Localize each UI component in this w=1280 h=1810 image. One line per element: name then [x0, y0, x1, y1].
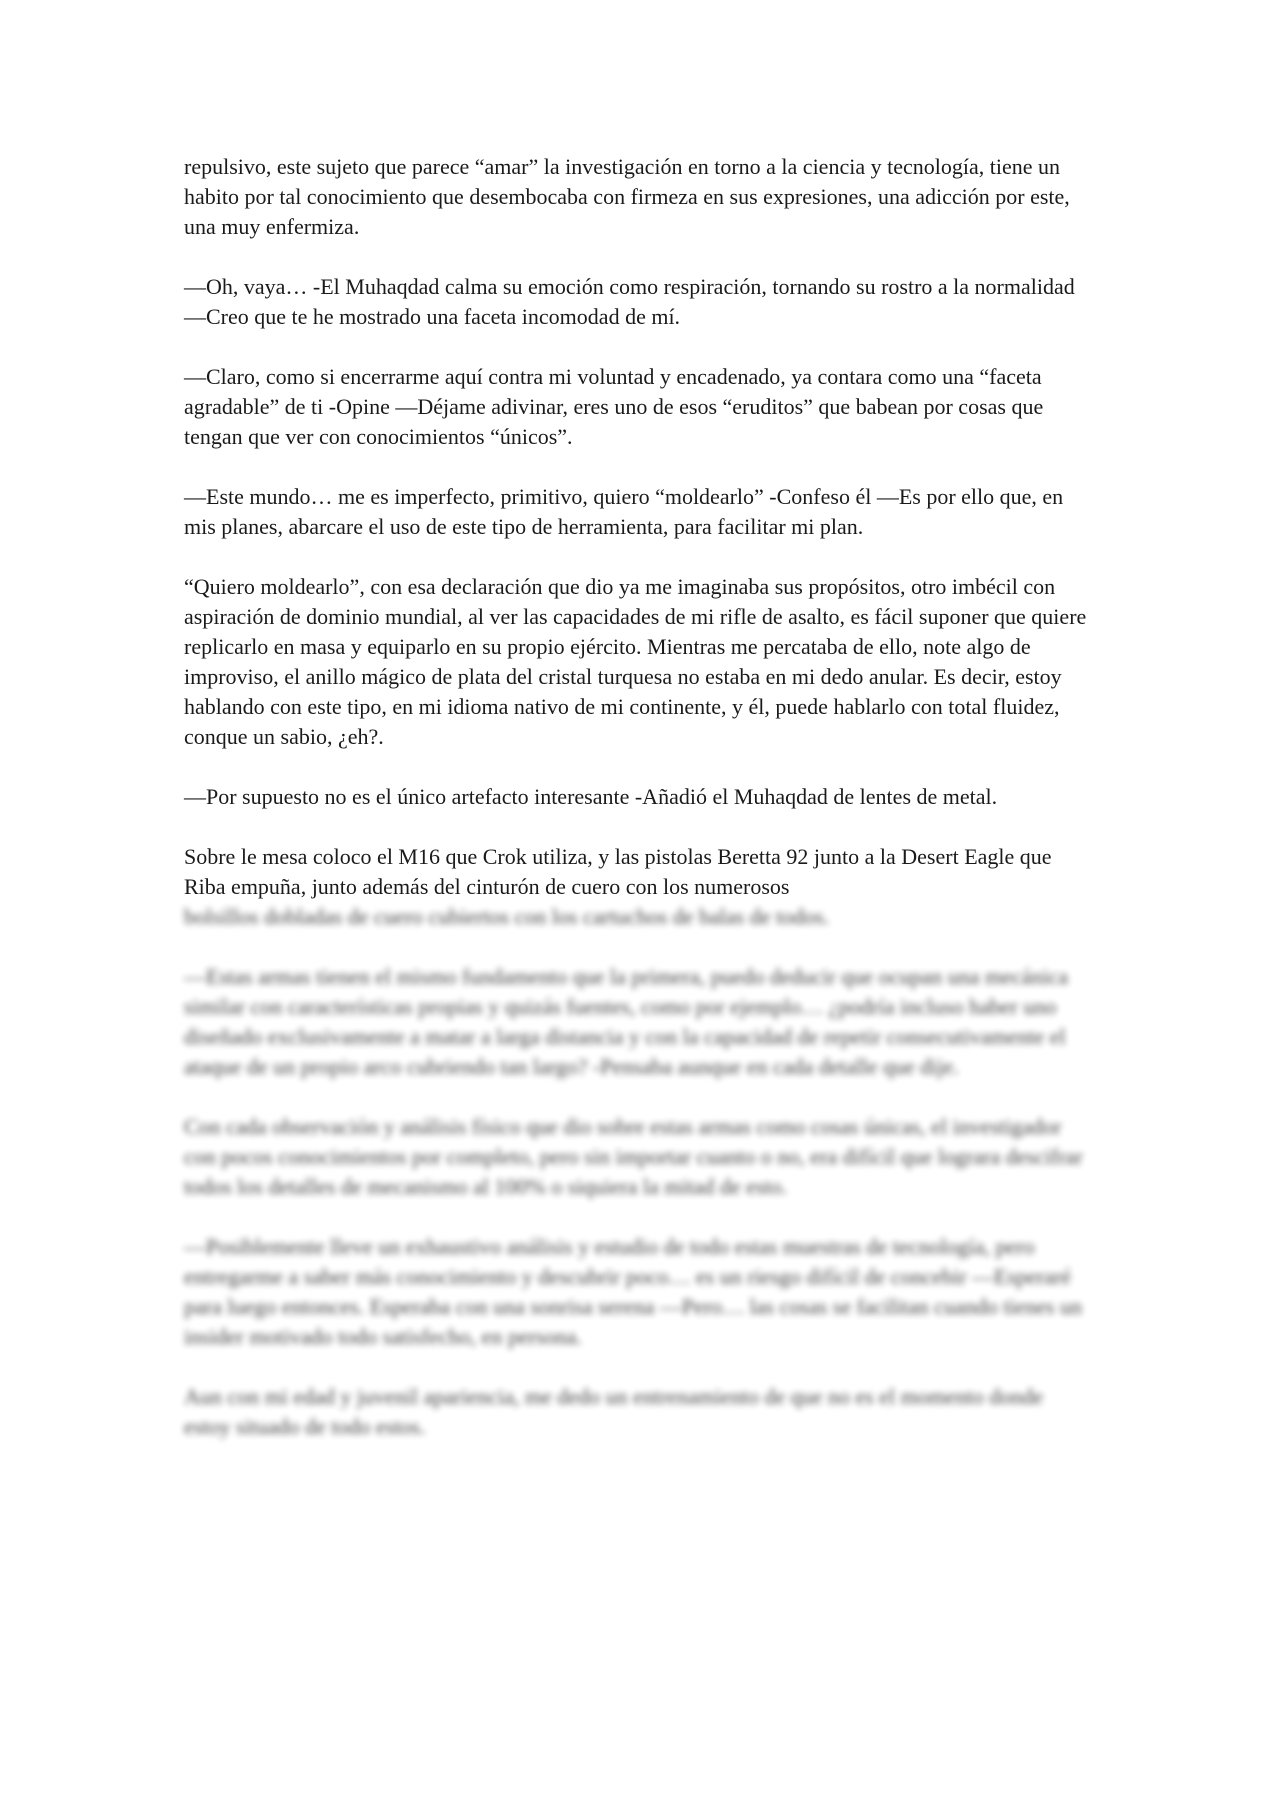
- paragraph: —Este mundo… me es imperfecto, primitivo, quiero “moldearlo” -Confeso él —Es por ello que, en mis planes, abarcare el uso de este tipo de herramienta, para facilitar mi plan.: [184, 484, 1064, 539]
- paragraph: Aun con mi edad y juvenil apariencia, me dedo un entrenamiento de que no es el momento donde estoy situado de todo estos.: [184, 1384, 1043, 1439]
- paragraph: “Quiero moldearlo”, con esa declaración que dio ya me imaginaba sus propósitos, otro imbécil con aspiración de dominio mundial, al ver las capacidades de mi rifle de asalto, es fácil suponer que quiere replicarlo en masa y equiparlo en su propio ejército. Mientras me percataba de ello, note algo de improviso, el anillo mágico de plata del cristal turquesa no estaba en mi dedo anular. Es decir, estoy hablando con este tipo, en mi idioma nativo de mi continente, y él, puede hablarlo con total fluidez, conque un sabio, ¿eh?.: [184, 574, 1087, 749]
- paragraph: —Claro, como si encerrarme aquí contra mi voluntad y encadenado, ya contara como una “faceta agradable” de ti -Opine —Déjame adivinar, eres uno de esos “eruditos” que babean por cosas que tengan que ver con conocimientos “únicos”.: [184, 364, 1044, 449]
- paragraph-partially-blurred: [184, 842, 1094, 932]
- paragraph: —Oh, vaya… -El Muhaqdad calma su emoción como respiración, tornando su rostro a la normalidad —Creo que te he mostrado una faceta incomodad de mí.: [184, 274, 1075, 329]
- paragraph: Con cada observación y análisis físico que dio sobre estas armas como cosas únicas, el investigador con pocos conocimientos por completo, pero sin importar cuanto o no, era difícil que lograra descifrar todos los detalles de mecanismo al 100% o siquiera la mitad de esto.: [184, 1114, 1083, 1199]
- document-body: [184, 152, 1094, 1472]
- paragraph: —Estas armas tienen el mismo fundamento que la primera, puedo deducir que ocupan una mecánica similar con características propias y quizás fuentes, como por ejemplo… ¿podría incluso haber uno diseñado exclusivamente a matar a larga distancia y con la capacidad de repetir consecutivamente el ataque de un propio arco cubriendo tan largo? -Pensaba aunque en cada detalle que dije.: [184, 964, 1068, 1079]
- paragraph: repulsivo, este sujeto que parece “amar” la investigación en torno a la ciencia y tecnología, tiene un habito por tal conocimiento que desembocaba con firmeza en sus expresiones, una adicción por este, una muy enfermiza.: [184, 154, 1070, 239]
- paragraph: —Por supuesto no es el único artefacto interesante -Añadió el Muhaqdad de lentes de metal.: [184, 784, 998, 809]
- paragraph-blurred-text: bolsillos dobladas de cuero cubiertos con los cartuchos de balas de todos.: [184, 904, 830, 929]
- paragraph-visible-text: Sobre le mesa coloco el M16 que Crok utiliza, y las pistolas Beretta 92 junto a la Desert Eagle que Riba empuña, junto además del cinturón de cuero con los numerosos: [184, 844, 1052, 899]
- paragraph: —Posiblemente lleve un exhaustivo análisis y estudio de todo estas muestras de tecnología, pero entregarme a saber más conocimiento y descubrir poco… es un riesgo difícil de concebir —Esperaré para luego entonces. Esperaba con una sonrisa serena —Pero… las cosas se facilitan cuando tienes un insider motivado todo satisfecho, en persona.: [184, 1234, 1083, 1349]
- blurred-preview-region: [184, 962, 1094, 1442]
